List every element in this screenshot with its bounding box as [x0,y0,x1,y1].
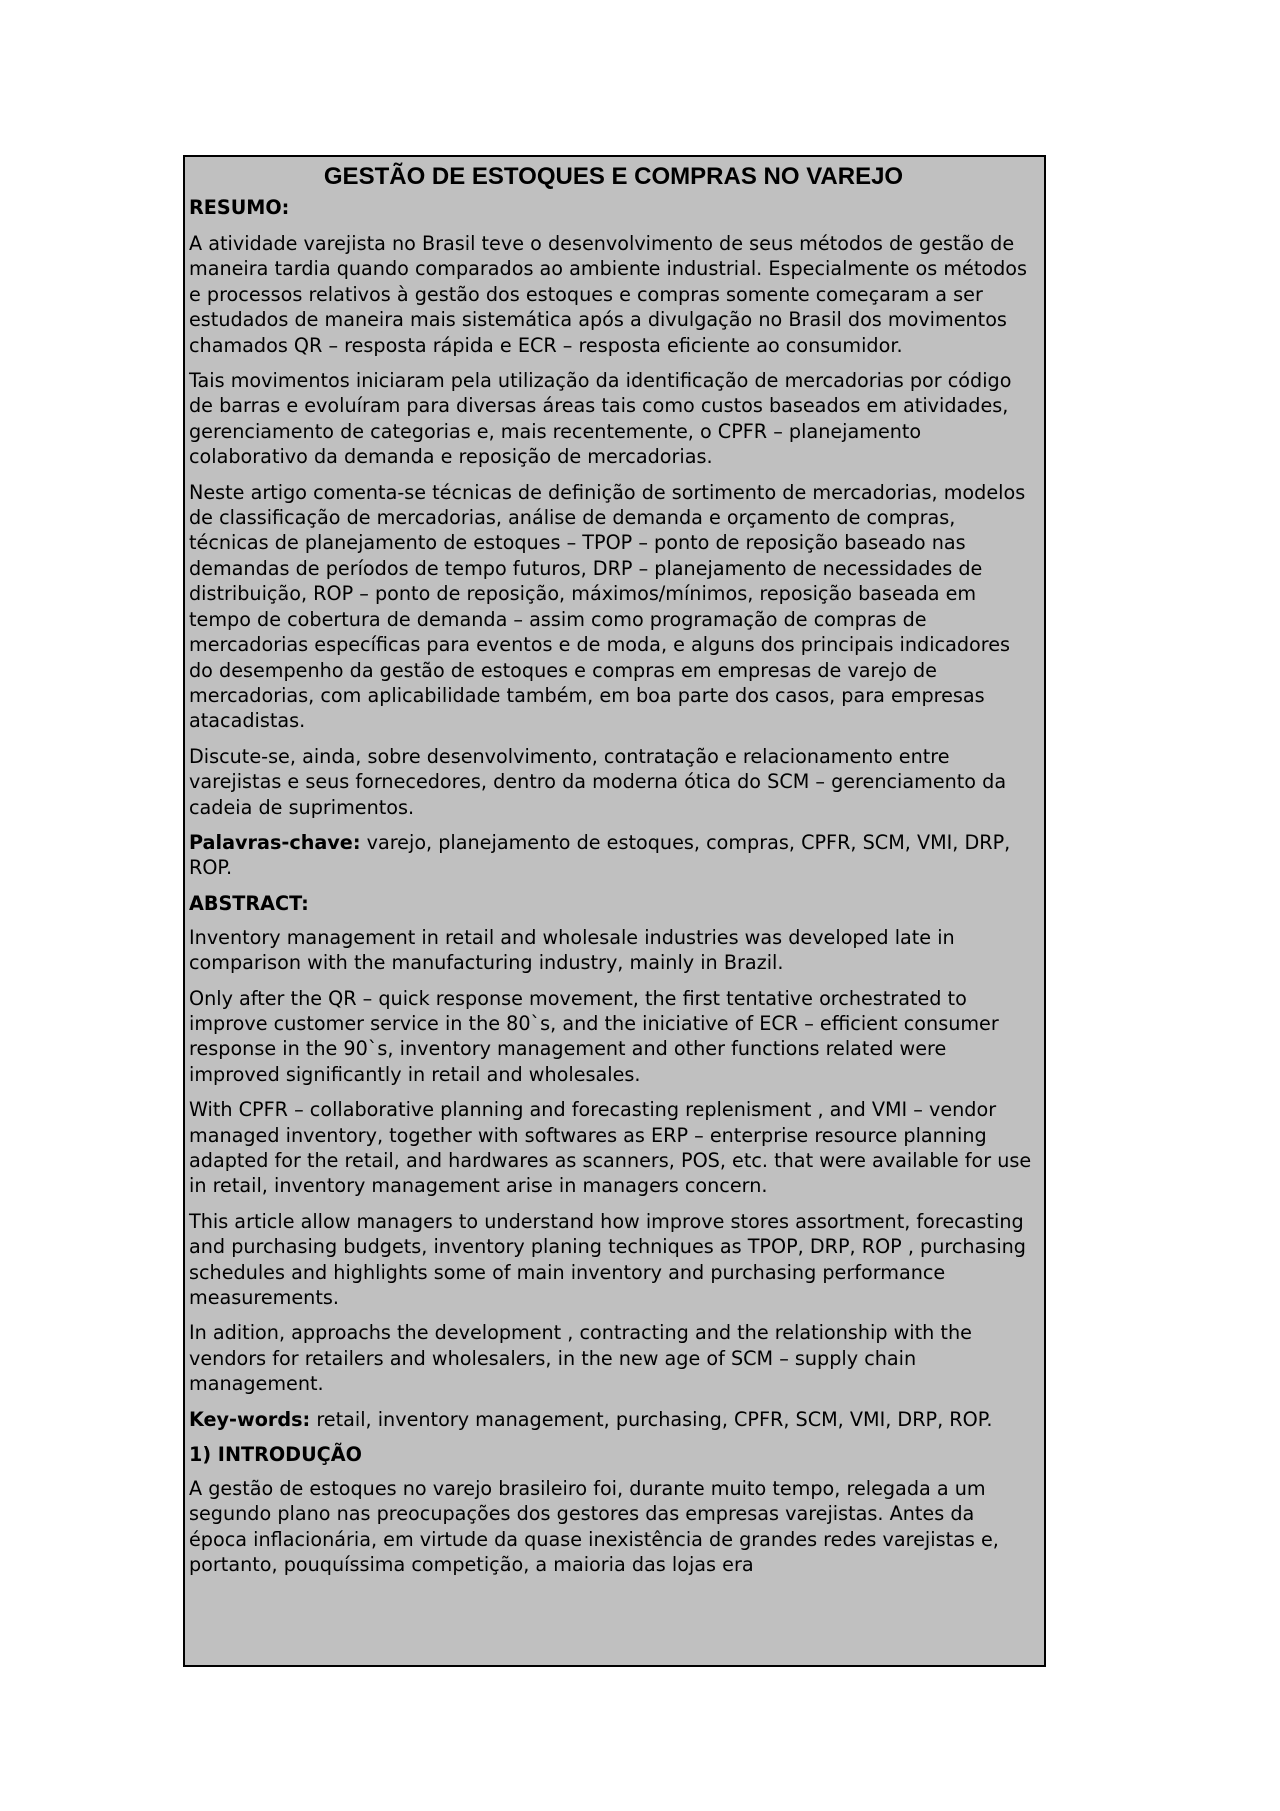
abstract-paragraph-5: In adition, approachs the development , contracting and the relationship with the vendors for retailers and wholesalers, in the new age of SCM – supply chain management. [189,1321,972,1396]
abstract-paragraph-3: With CPFR – collaborative planning and forecasting replenisment , and VMI – vendor managed inventory, together with softwares as ERP – enterprise resource planning adapted for the retail, and hardwares as scanners, POS, etc. that were available for use in retail, inventory management arise in managers concern. [189,1098,1032,1198]
document-frame [183,155,1046,1667]
resumo-paragraph-4: Discute-se, ainda, sobre desenvolvimento, contratação e relacionamento entre varejistas e seus fornecedores, dentro da moderna ótica do SCM – gerenciamento da cadeia de suprimentos. [189,744,1007,819]
resumo-keywords-label: Palavras-chave: [189,830,361,854]
abstract-paragraph-2: Only after the QR – quick response movement, the first tentative orchestrated to improve customer service in the 80`s, and the iniciative of ECR – efficient consumer response in the 90`s, inventory management and other functions related were improved significantly in retail and wholesales. [189,986,999,1086]
abstract-paragraph-4: This article allow managers to understand how improve stores assortment, forecasting and purchasing budgets, inventory planing techniques as TPOP, DRP, ROP , purchasing schedules and highlights some of main inventory and purchasing performance measurements. [189,1209,1026,1310]
document-title: GESTÃO DE ESTOQUES E COMPRAS NO VAREJO [323,163,904,190]
resumo-keywords-text: varejo, planejamento de estoques, compras, CPFR, SCM, VMI, DRP, ROP. [189,830,1011,880]
resumo-paragraph-3: Neste artigo comenta-se técnicas de definição de sortimento de mercadorias, modelos de classificação de mercadorias, análise de demanda e orçamento de compras, técnicas de planejamento de estoques – TPOP – ponto de reposição baseado nas demandas de períodos de tempo futuros, DRP – planejamento de necessidades de distribuição, ROP – ponto de reposição, máximos/mínimos, reposição baseada em tempo de cobertura de demanda – assim como programação de compras de mercadorias específicas para eventos e de moda, e alguns dos principais indicadores do desempenho da gestão de estoques e compras em empresas de varejo de mercadorias, com aplicabilidade também, em boa parte dos casos, para empresas atacadistas. [189,480,1026,733]
abstract-paragraph-1: Inventory management in retail and wholesale industries was developed late in comparison with the manufacturing industry, mainly in Brazil. [189,925,955,975]
resumo-paragraph-1: A atividade varejista no Brasil teve o desenvolvimento de seus métodos de gestão de maneira tardia quando comparados ao ambiente industrial. Especialmente os métodos e processos relativos à gestão dos estoques e compras somente começaram a ser estudados de maneira mais sistemática após a divulgação no Brasil dos movimentos chamados QR – resposta rápida e ECR – resposta eficiente ao consumidor. [189,232,1028,357]
abstract-keywords-label: Key-words: [189,1407,311,1431]
resumo-heading: RESUMO: [189,196,290,219]
abstract-keywords-text: retail, inventory management, purchasing, CPFR, SCM, VMI, DRP, ROP. [310,1407,993,1431]
resumo-paragraph-2: Tais movimentos iniciaram pela utilização da identificação de mercadorias por código de barras e evoluíram para diversas áreas tais como custos baseados em atividades, gerenciamento de categorias e, mais recentemente, o CPFR – planejamento colaborativo da demanda e reposição de mercadorias. [189,369,1012,469]
introducao-heading: 1) INTRODUÇÃO [189,1443,362,1467]
resumo-keywords [189,830,1038,881]
abstract-keywords [189,1407,1038,1432]
abstract-heading: ABSTRACT: [189,891,309,915]
introducao-paragraph-1: A gestão de estoques no varejo brasileiro foi, durante muito tempo, relegada a um segundo plano nas preocupações dos gestores das empresas varejistas. Antes da época inflacionária, em virtude da quase inexistência de grandes redes varejistas e, portanto, pouquíssima competição, a maioria das lojas era [189,1477,999,1577]
